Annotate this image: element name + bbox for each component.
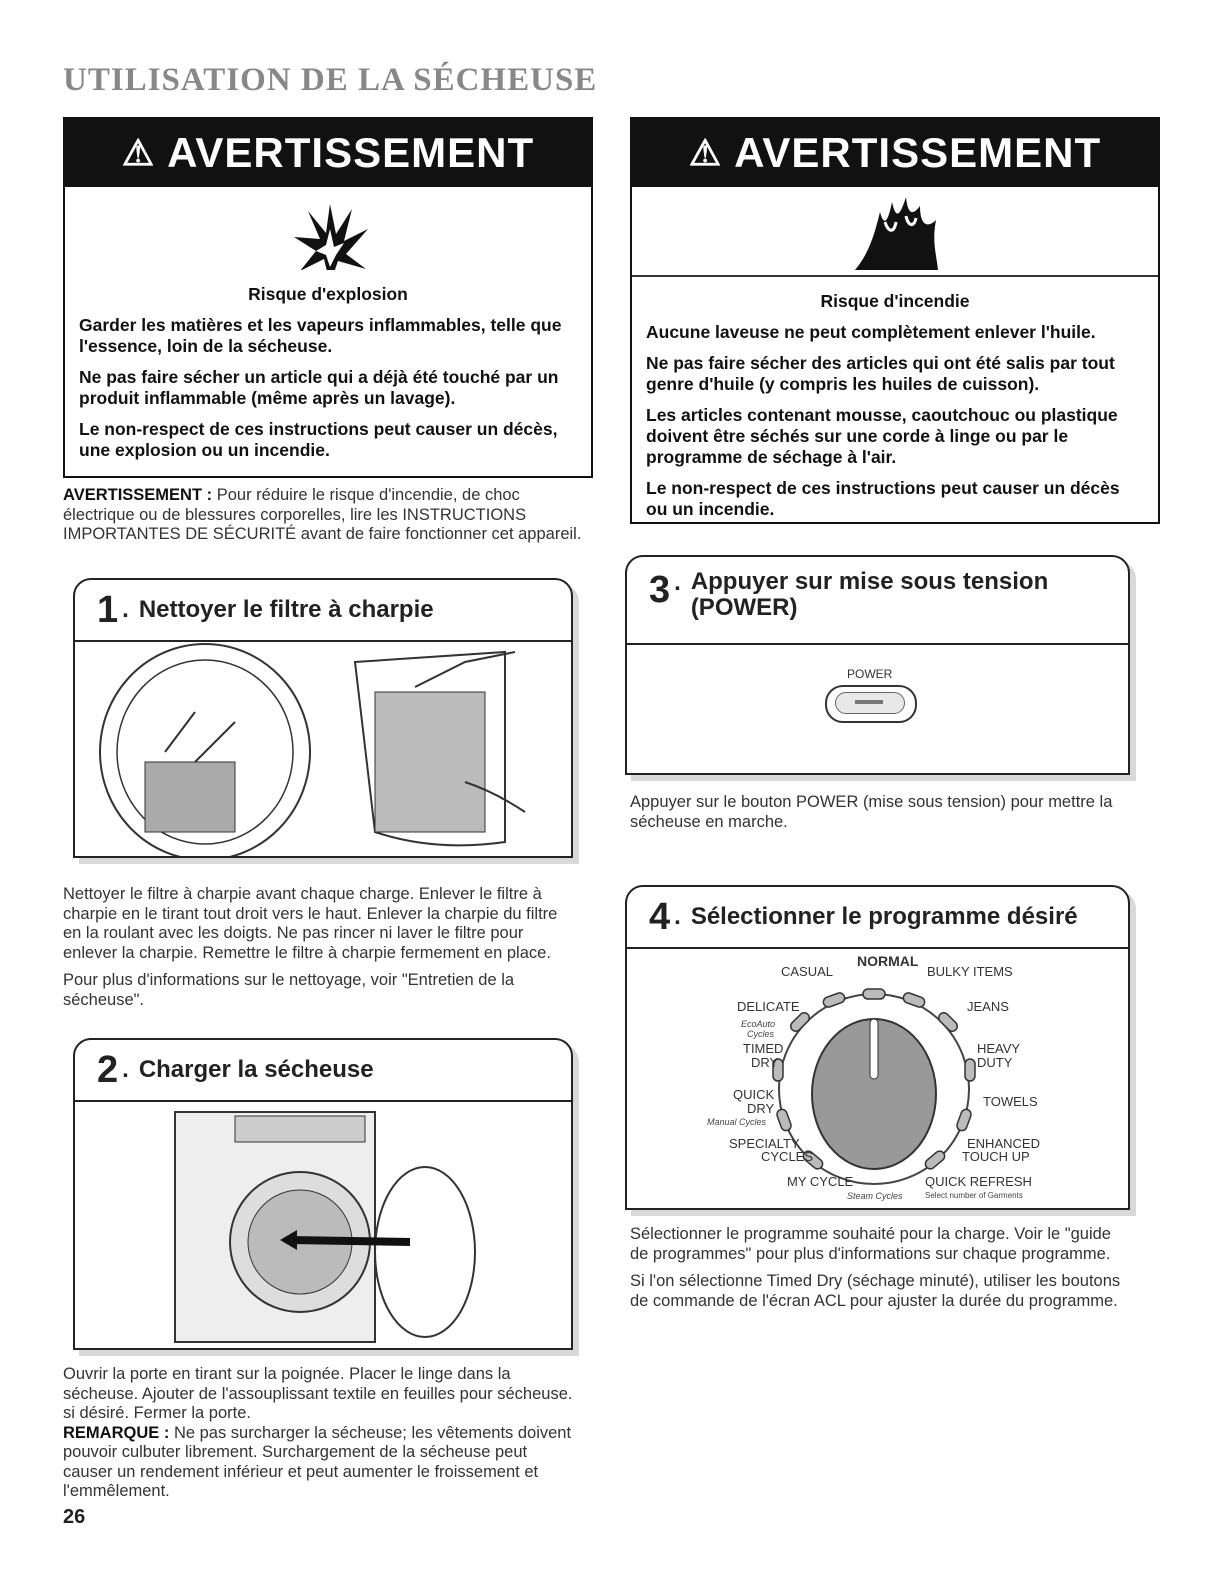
step-3-text bbox=[630, 793, 1140, 840]
fire-icon-area bbox=[632, 187, 1158, 277]
dial-timed: TIMED bbox=[743, 1041, 784, 1056]
power-button[interactable] bbox=[825, 685, 917, 723]
dial-ecoauto: EcoAuto bbox=[741, 1019, 776, 1029]
dial-heavy: HEAVY bbox=[977, 1041, 1021, 1056]
explosion-risk-title: Risque d'explosion bbox=[248, 284, 408, 304]
fire-risk-title: Risque d'incendie bbox=[820, 291, 970, 311]
dial-enhanced: ENHANCED bbox=[967, 1136, 1040, 1151]
step-4-paragraph-2: Si l'on sélectionne Timed Dry (séchage minuté), utiliser les boutons de commande de l'écran ACL pour ajuster la durée du programme. bbox=[630, 1272, 1121, 1310]
step-4-header: 4 . Sélectionner le programme désiré bbox=[627, 887, 1128, 949]
dial-bulky-items: BULKY ITEMS bbox=[927, 964, 1013, 979]
step-2-number: 2 bbox=[97, 1048, 119, 1091]
dial-casual: CASUAL bbox=[781, 964, 834, 979]
step-4-text bbox=[630, 1225, 1130, 1319]
explosion-warning-line-2: Ne pas faire sécher un article qui a déjà été touché par un produit inflammable (même après un lavage). bbox=[79, 367, 559, 408]
step-2-note: Ne pas surcharger la sécheuse; les vêtements doivent pouvoir culbuter librement. Surchargement de la sécheuse peut causer un rendement inférieur et peut aumenter le froissement et l'emmêlement. bbox=[63, 1423, 572, 1500]
step-3-title-line-2: (POWER) bbox=[690, 594, 798, 621]
fire-warning-box bbox=[630, 117, 1160, 524]
warning-header bbox=[65, 119, 591, 187]
step-3-title-line-1: Appuyer sur mise sous tension bbox=[690, 568, 1049, 595]
explosion-warning-line-1: Garder les matières et les vapeurs inflammables, telle que l'essence, loin de la sécheuse. bbox=[79, 315, 562, 356]
step-4-title: Sélectionner le programme désiré bbox=[690, 903, 1078, 930]
dial-quick-dry: DRY bbox=[747, 1101, 775, 1116]
step-3-paragraph-1: Appuyer sur le bouton POWER (mise sous tension) pour mettre la sécheuse en marche. bbox=[630, 793, 1113, 831]
warning-header-text: AVERTISSEMENT bbox=[734, 129, 1102, 176]
dial-timed-dry: DRY bbox=[751, 1055, 779, 1070]
fire-warning-line-1: Aucune laveuse ne peut complètement enlever l'huile. bbox=[646, 322, 1096, 342]
step-1-title: Nettoyer le filtre à charpie bbox=[138, 596, 434, 623]
warning-header bbox=[632, 119, 1158, 187]
step-3-box bbox=[625, 555, 1130, 775]
fire-icon bbox=[850, 192, 940, 272]
intro-warning-text bbox=[63, 486, 583, 553]
dial-specialty: SPECIALTY bbox=[729, 1136, 800, 1151]
step-2-header: 2 . Charger la sécheuse bbox=[75, 1040, 571, 1102]
step-4-number: 4 bbox=[649, 895, 671, 938]
step-1-paragraph-1: Nettoyer le filtre à charpie avant chaque charge. Enlever le filtre à charpie en le tirant tout droit vers le haut. Enlever la charpie du filtre en la roulant avec les doigts. Ne pas rincer ni laver le filtre pour enlever la charpie. Remettre le filtre à charpie fermement en place. bbox=[63, 885, 558, 962]
explosion-warning-body bbox=[63, 270, 593, 478]
page-title: UTILISATION DE LA SÉCHEUSE bbox=[63, 62, 598, 98]
step-4-box bbox=[625, 885, 1130, 1210]
dial-normal: NORMAL bbox=[857, 953, 919, 969]
explosion-warning-line-3: Le non-respect de ces instructions peut causer un décès, une explosion ou un incendie. bbox=[79, 419, 558, 460]
power-label: POWER bbox=[847, 667, 893, 681]
warning-header-text: AVERTISSEMENT bbox=[167, 129, 535, 176]
dial-delicate: DELICATE bbox=[737, 999, 800, 1014]
step-2-text bbox=[63, 1365, 573, 1510]
lint-filter-image bbox=[75, 642, 571, 856]
dial-duty: DUTY bbox=[977, 1055, 1013, 1070]
step-2-box bbox=[73, 1038, 573, 1350]
dial-quick: QUICK bbox=[733, 1087, 775, 1102]
step-2-title: Charger la sécheuse bbox=[138, 1056, 374, 1083]
step-3-number: 3 bbox=[649, 569, 671, 611]
fire-warning-line-2: Ne pas faire sécher des articles qui ont été salis par tout genre d'huile (y compris les huiles de cuisson). bbox=[646, 353, 1115, 394]
step-3-header: 3 . Appuyer sur mise sous tension (POWER) bbox=[627, 557, 1128, 645]
step-4-paragraph-1: Sélectionner le programme souhaité pour la charge. Voir le "guide de programmes" pour plus d'informations sur chaque programme. bbox=[630, 1225, 1111, 1263]
dial-quick-refresh: QUICK REFRESH bbox=[925, 1174, 1032, 1189]
lint-filter-illustration bbox=[75, 642, 571, 856]
intro-warning-body: Pour réduire le risque d'incendie, de choc électrique ou de blessures corporelles, lire les INSTRUCTIONS IMPORTANTES DE SÉCURITÉ avant de faire fonctionner cet appareil. bbox=[63, 486, 582, 543]
step-1-paragraph-2: Pour plus d'informations sur le nettoyage, voir "Entretien de la sécheuse". bbox=[63, 971, 515, 1009]
power-button-illustration bbox=[627, 645, 1128, 775]
dial-specialty-cycles: CYCLES bbox=[761, 1149, 814, 1164]
dial-jeans: JEANS bbox=[967, 999, 1009, 1014]
warning-triangle-icon: ⚠ bbox=[688, 132, 723, 173]
dial-ecoauto-cycles: Cycles bbox=[747, 1029, 775, 1039]
fire-warning-line-4: Le non-respect de ces instructions peut causer un décès ou un incendie. bbox=[646, 478, 1120, 519]
cycle-knob[interactable] bbox=[627, 949, 1132, 1208]
dial-select-garments: Select number of Garments bbox=[925, 1191, 1023, 1200]
intro-warning-label: AVERTISSEMENT : bbox=[63, 486, 213, 504]
step-1-text bbox=[63, 885, 573, 1018]
dial-towels: TOWELS bbox=[983, 1094, 1038, 1109]
explosion-warning-box bbox=[63, 117, 593, 292]
warning-triangle-icon: ⚠ bbox=[121, 132, 156, 173]
step-1-header: 1 . Nettoyer le filtre à charpie bbox=[75, 580, 571, 642]
step-2-paragraph-1: Ouvrir la porte en tirant sur la poignée. Placer le linge dans la sécheuse. Ajouter de l'assouplissant textile en feuilles pour sécheuse. si désiré. Fermer la porte. bbox=[63, 1365, 573, 1422]
cycle-dial-illustration bbox=[627, 949, 1128, 1208]
step-1-number: 1 bbox=[97, 588, 119, 631]
dial-touch-up: TOUCH UP bbox=[962, 1149, 1030, 1164]
dial-steam-cycles: Steam Cycles bbox=[847, 1191, 903, 1201]
page-number: 26 bbox=[63, 1506, 86, 1528]
step-2-note-label: REMARQUE : bbox=[63, 1423, 170, 1442]
dial-manual-cycles: Manual Cycles bbox=[707, 1117, 767, 1127]
load-dryer-illustration bbox=[75, 1102, 571, 1348]
dial-my-cycle: MY CYCLE bbox=[787, 1174, 854, 1189]
fire-warning-line-3: Les articles contenant mousse, caoutchouc ou plastique doivent être séchés sur une corde à linge ou par le programme de séchage à l'air. bbox=[646, 405, 1118, 467]
dryer-image bbox=[75, 1102, 571, 1348]
step-1-box bbox=[73, 578, 573, 858]
